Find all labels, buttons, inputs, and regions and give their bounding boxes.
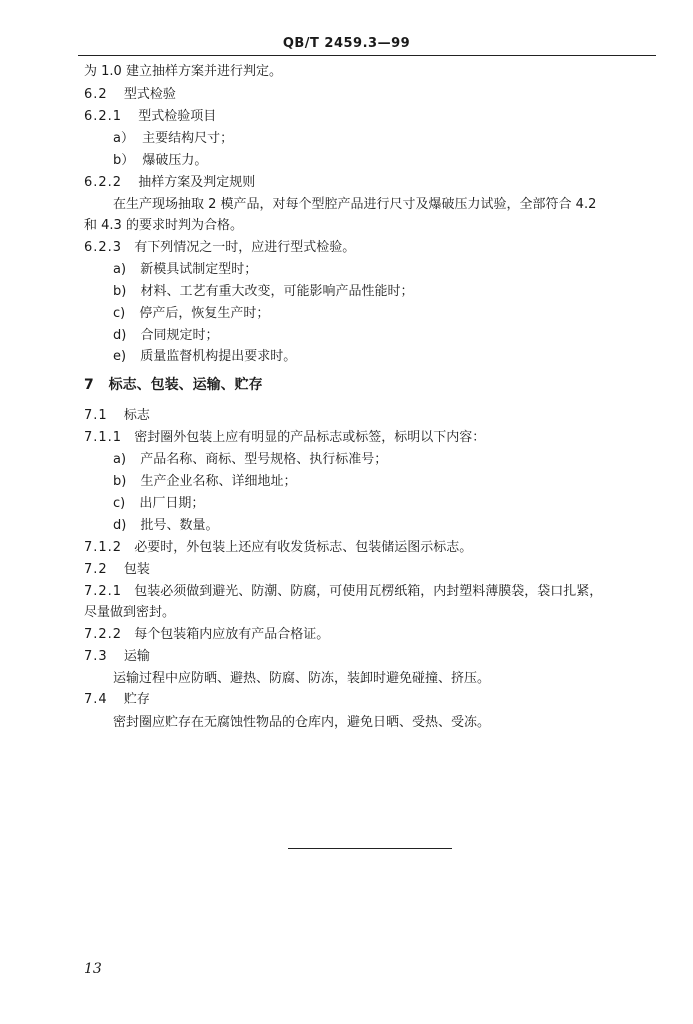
section-heading: [84, 239, 355, 257]
section-number: 6.2.3: [84, 240, 123, 255]
list-marker: a): [113, 452, 127, 467]
chapter-heading: [84, 376, 263, 394]
section-number: 7.2.2: [84, 627, 123, 642]
chapter-title: 标志、包装、运输、贮存: [108, 377, 263, 393]
header-divider: [78, 55, 656, 56]
section-title: 密封圈外包装上应有明显的产品标志或标签，标明以下内容：: [134, 430, 486, 445]
section-heading: [84, 174, 255, 192]
list-marker: e): [113, 349, 127, 364]
list-text: 生产企业名称、详细地址；: [140, 474, 297, 489]
list-marker: d): [113, 328, 127, 343]
section-title: 每个包装箱内应放有产品合格证。: [134, 627, 330, 642]
text-line: 密封圈应贮存在无腐蚀性物品的仓库内，避免日晒、受热、受冻。: [113, 715, 491, 730]
text-line: 运输过程中应防晒、避热、防腐、防冻，装卸时避免碰撞、挤压。: [113, 671, 491, 686]
list-item: [113, 152, 207, 170]
end-rule: [288, 848, 452, 849]
section-heading: [84, 626, 329, 644]
section-title: 包装: [123, 562, 150, 577]
section-number: 6.2.2: [84, 175, 123, 190]
list-item: [113, 517, 218, 535]
section-title: 抽样方案及判定规则: [138, 175, 256, 190]
list-marker: b): [113, 284, 127, 299]
section-title: 运输: [123, 649, 150, 664]
list-marker: c): [113, 306, 126, 321]
section-heading: [84, 429, 485, 447]
document-header: QB/T 2459.3—99: [282, 36, 411, 51]
list-text: 主要结构尺寸；: [142, 131, 234, 146]
list-item: [113, 327, 218, 345]
list-marker: c): [113, 496, 126, 511]
section-heading: [84, 691, 150, 709]
page-number: 13: [84, 961, 102, 977]
section-heading: [84, 648, 150, 666]
section-number: 6.2: [84, 87, 108, 102]
section-heading: [84, 108, 216, 126]
section-number: 7.3: [84, 649, 108, 664]
text-line: 和 4.3 的要求时判为合格。: [84, 218, 243, 233]
section-number: 7.1.1: [84, 430, 123, 445]
section-heading: [84, 86, 176, 104]
list-text: 爆破压力。: [142, 153, 208, 168]
list-marker: d): [113, 518, 127, 533]
list-item: [113, 495, 204, 513]
section-title: 贮存: [123, 692, 150, 707]
section-title: 型式检验: [123, 87, 176, 102]
list-item: [113, 305, 269, 323]
list-text: 材料、工艺有重大改变，可能影响产品性能时；: [140, 284, 414, 299]
list-marker: b）: [113, 153, 135, 168]
list-item: [113, 473, 296, 491]
section-title: 型式检验项目: [138, 109, 217, 124]
list-item: [113, 348, 296, 366]
section-number: 7.2: [84, 562, 108, 577]
section-number: 7.2.1: [84, 584, 123, 599]
list-text: 停产后，恢复生产时；: [139, 306, 270, 321]
section-number: 6.2.1: [84, 109, 123, 124]
list-marker: b): [113, 474, 127, 489]
list-item: [113, 261, 257, 279]
list-text: 质量监督机构提出要求时。: [140, 349, 297, 364]
list-text: 产品名称、商标、型号规格、执行标准号；: [140, 452, 388, 467]
section-title: 有下列情况之一时，应进行型式检验。: [134, 240, 356, 255]
list-marker: a): [113, 262, 127, 277]
text-line: 为 1.0 建立抽样方案并进行判定。: [84, 64, 282, 79]
section-heading: [84, 539, 472, 557]
list-item: [113, 283, 413, 301]
chapter-number: 7: [84, 377, 94, 393]
list-text: 新模具试制定型时；: [140, 262, 258, 277]
list-item: [113, 130, 233, 148]
section-heading: [84, 561, 150, 579]
section-title: 必要时，外包装上还应有收发货标志、包装储运图示标志。: [134, 540, 473, 555]
list-item: [113, 451, 387, 469]
list-text: 出厂日期；: [139, 496, 205, 511]
list-marker: a）: [113, 131, 134, 146]
section-number: 7.1.2: [84, 540, 123, 555]
section-number: 7.1: [84, 408, 108, 423]
list-text: 批号、数量。: [140, 518, 219, 533]
section-title: 标志: [123, 408, 150, 423]
text-line: 尽量做到密封。: [84, 605, 176, 620]
section-title: 包装必须做到避光、防潮、防腐，可使用瓦楞纸箱，内封塑料薄膜袋，袋口扎紧，: [134, 584, 603, 599]
section-heading: [84, 407, 150, 425]
list-text: 合同规定时；: [140, 328, 219, 343]
section-number: 7.4: [84, 692, 108, 707]
text-line: 在生产现场抽取 2 模产品，对每个型腔产品进行尺寸及爆破压力试验，全部符合 4.2: [113, 197, 597, 212]
section-heading: [84, 583, 602, 601]
